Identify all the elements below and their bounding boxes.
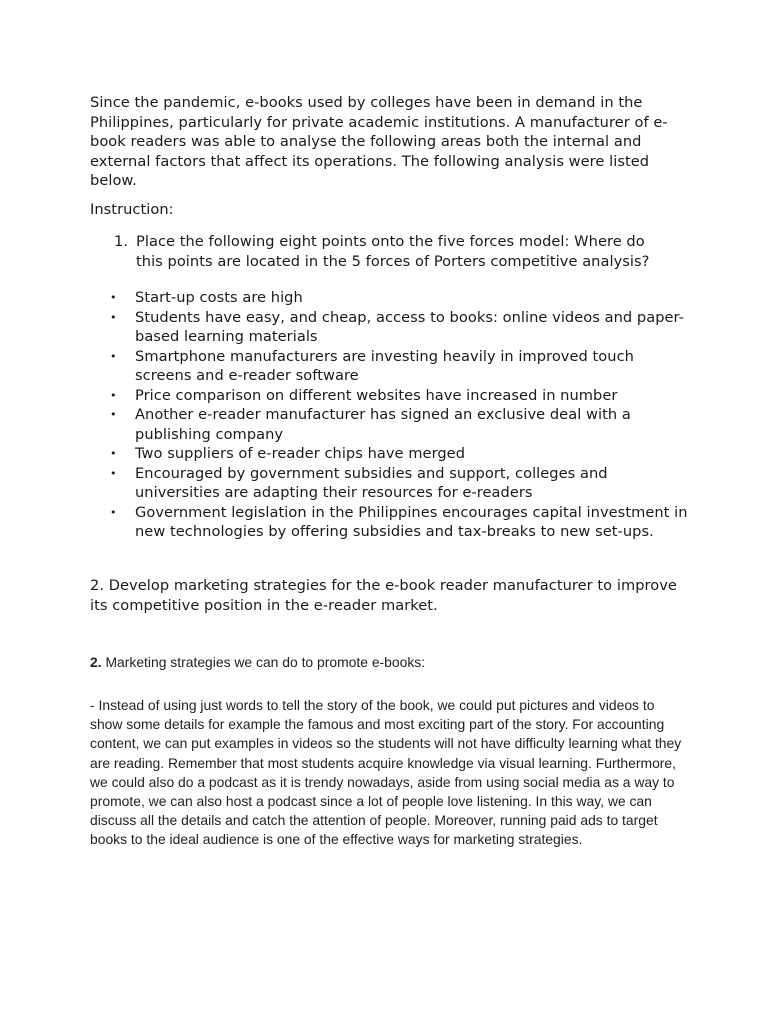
numbered-item-number: 1. bbox=[114, 233, 129, 250]
bullet-icon: • bbox=[110, 349, 117, 363]
bullet-text: Price comparison on different websites have increased in number bbox=[135, 386, 618, 404]
bullet-icon: • bbox=[110, 291, 117, 304]
bullet-text: Smartphone manufacturers are investing heavily in improved touch screens and e-reader software bbox=[135, 347, 634, 384]
answer-heading-number: 2. bbox=[90, 654, 102, 670]
bullet-list bbox=[110, 288, 690, 542]
list-item bbox=[110, 405, 690, 444]
list-item bbox=[110, 308, 690, 347]
list-item bbox=[110, 288, 690, 308]
instruction-label: Instruction: bbox=[90, 201, 174, 218]
list-item bbox=[110, 386, 690, 406]
bullet-icon: • bbox=[110, 466, 117, 480]
list-item bbox=[110, 503, 690, 542]
list-item bbox=[110, 347, 690, 386]
answer-paragraph: - Instead of using just words to tell the story of the book, we could put pictures and videos to show some details for example the famous and most exciting part of the story. For accounting content, we can put examples in videos so the students will not have difficulty learning what they are reading. Remember that most students acquire knowledge via visual learning. Furthermore, we could also do a podcast as it is trendy nowadays, aside from using social media as a way to promote, we can also host a podcast since a lot of people love listening. In this way, we can discuss all the details and catch the attention of people. Moreover, running paid ads to target books to the ideal audience is one of the effective ways for marketing strategies. bbox=[90, 697, 682, 848]
bullet-text: Start-up costs are high bbox=[135, 289, 303, 306]
bullet-icon: • bbox=[110, 310, 117, 324]
answer-heading-text: Marketing strategies we can do to promote e-books: bbox=[101, 654, 426, 670]
bullet-text: Encouraged by government subsidies and support, colleges and universities are adapting their resources for e-readers bbox=[135, 464, 608, 501]
bullet-icon: • bbox=[110, 388, 117, 402]
bullet-text: Another e-reader manufacturer has signed an exclusive deal with a publishing company bbox=[135, 406, 631, 443]
list-item bbox=[110, 444, 690, 464]
bullet-icon: • bbox=[110, 447, 117, 460]
bullet-icon: • bbox=[110, 408, 117, 421]
bullet-text: Government legislation in the Philippines encourages capital investment in new technologies by offering subsidies and tax-breaks to new set-ups. bbox=[135, 503, 688, 540]
question-2: 2. Develop marketing strategies for the e-book reader manufacturer to improve its competitive position in the e-reader market. bbox=[90, 577, 677, 614]
answer-heading bbox=[90, 653, 690, 672]
bullet-text: Students have easy, and cheap, access to books: online videos and paper-based learning materials bbox=[135, 308, 684, 345]
bullet-text: Two suppliers of e-reader chips have merged bbox=[135, 445, 466, 462]
intro-paragraph: Since the pandemic, e-books used by colleges have been in demand in the Philippines, particularly for private academic institutions. A manufacturer of e-book readers was able to analyse the following areas both the internal and external factors that affect its operations. The following analysis were listed below. bbox=[90, 94, 668, 189]
numbered-item-text: Place the following eight points onto the five forces model: Where do this points are located in the 5 forces of Porters competitive analysis? bbox=[136, 233, 650, 270]
bullet-icon: • bbox=[110, 505, 117, 519]
list-item bbox=[110, 464, 690, 503]
numbered-item bbox=[114, 232, 674, 271]
